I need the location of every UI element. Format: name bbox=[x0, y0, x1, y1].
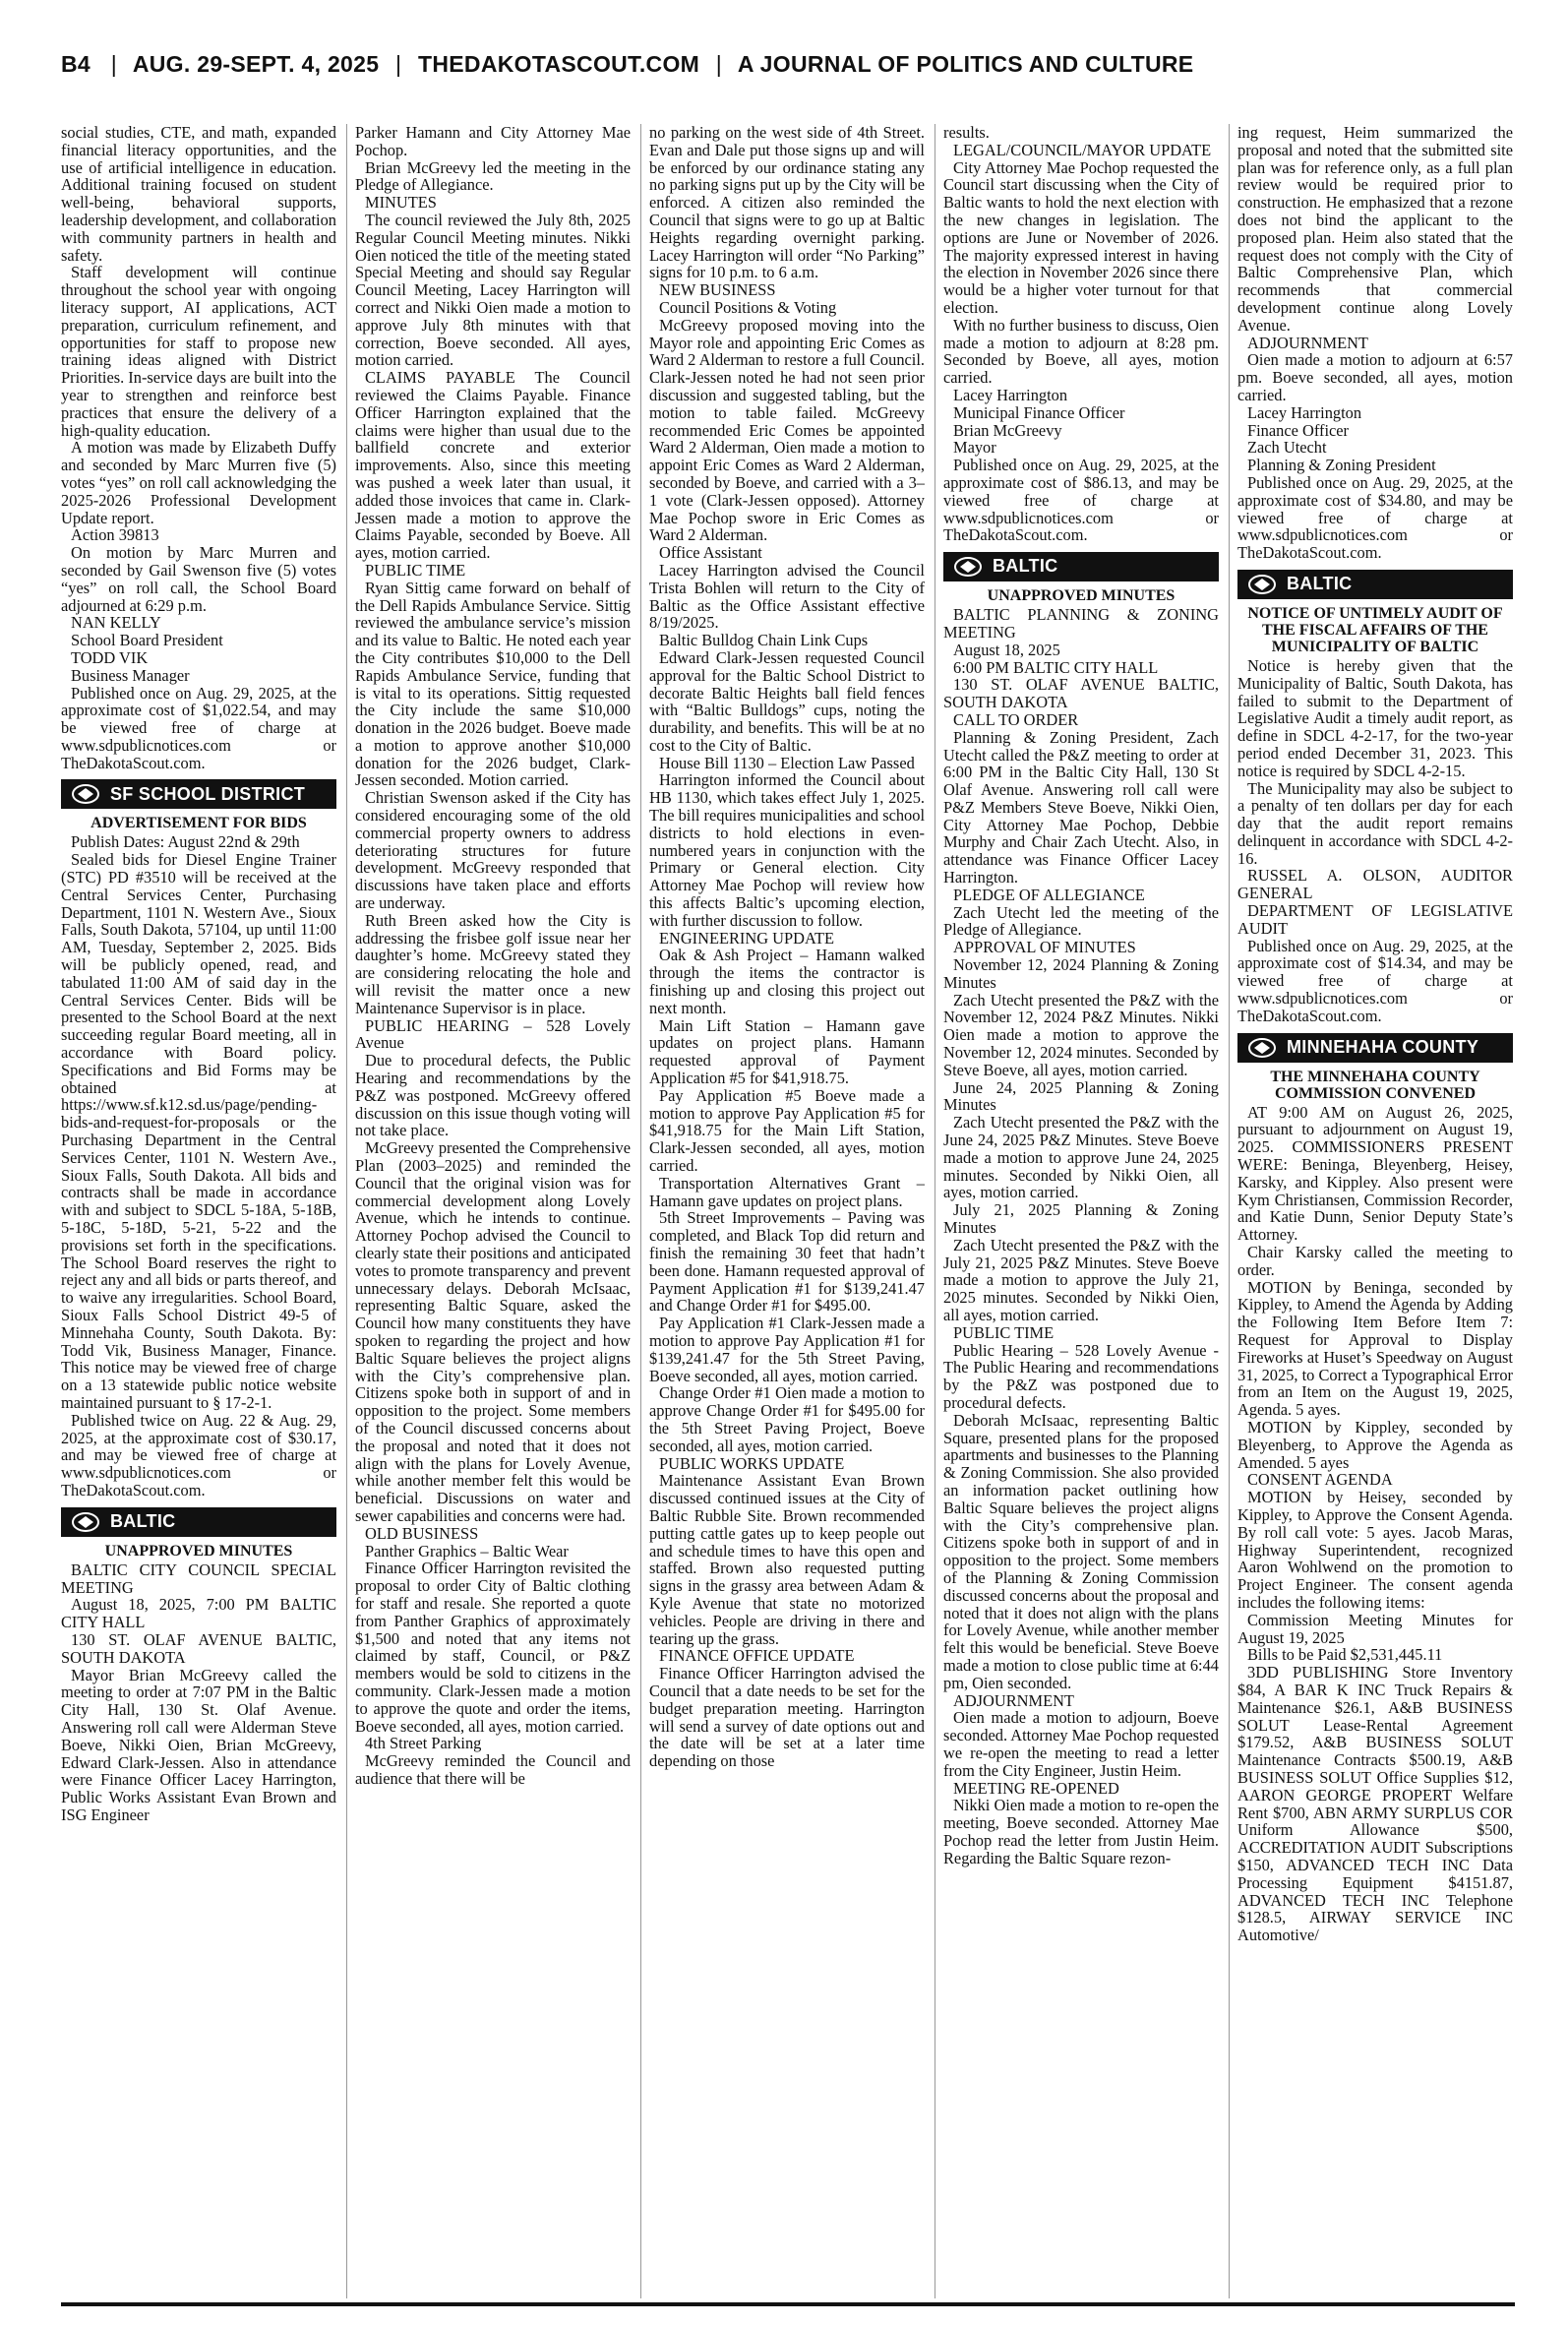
header-separator: | bbox=[395, 51, 402, 77]
paragraph: Publish Dates: August 22nd & 29th bbox=[71, 832, 300, 852]
header-separator: | bbox=[110, 51, 117, 77]
column-3 bbox=[649, 124, 925, 2308]
notice-title: NOTICE OF UNTIMELY AUDIT OF THE FISCAL AFFAIRS OF THE MUNICIPALITY OF BALTIC bbox=[1247, 604, 1503, 655]
paragraph: Harrington informed the Council about HB 1130, which takes effect July 1, 2025. The bill requires municipalities and school districts to hold elections in even-numbered years in conjunction with the Primary or General election. City Attorney Mae Pochop will review how this affects Baltic’s upcoming election, with further discussion to follow. bbox=[649, 770, 925, 930]
paragraph: PUBLIC HEARING – 528 Lovely Avenue bbox=[355, 1015, 631, 1053]
paragraph: DEPARTMENT OF LEGISLATIVE AUDIT bbox=[1237, 901, 1513, 938]
paragraph: With no further business to discuss, Oien made a motion to adjourn at 8:28 pm. Seconded by Boeve, all ayes, motion carried. bbox=[943, 315, 1219, 388]
paragraph: RUSSEL A. OLSON, AUDITOR GENERAL bbox=[1237, 866, 1513, 903]
paragraph: Mayor Brian McGreevy called the meeting to order at 7:07 PM in the Baltic City Hall, 130 St. Olaf Avenue. Answering roll call were Alderman Steve Boeve, Nikki Oien, Brian McGreevy, Edward Clark-Jessen. Also in attendance were Finance Officer Lacey Harrington, Public Works Assistant Evan Brown and ISG Engineer bbox=[61, 1665, 336, 1824]
paragraph: PUBLIC WORKS UPDATE bbox=[659, 1453, 845, 1473]
site-name[interactable]: THEDAKOTASCOUT.COM bbox=[418, 51, 700, 77]
paragraph: Deborah McIsaac, representing Baltic Square, presented plans for the proposed apartments and businesses to the Planning & Zoning Commission. She also provided an information packet outlining how Baltic Square believes the project aligns with the City’s comprehensive plan. Citizens spoke both in support of and in opposition to the project. Some members of the Planning & Zoning Commission discussed concerns about the proposal and noted that it does not align with the plans for Lovely Avenue, while another member felt this would be beneficial. Steve Boeve made a motion to close public time at 6:44 pm, Oien seconded. bbox=[943, 1410, 1219, 1692]
paragraph: MOTION by Kippley, seconded by Bleyenberg, to Approve the Agenda as Amended. 5 ayes bbox=[1237, 1418, 1513, 1472]
signature-line: Municipal Finance Officer bbox=[953, 402, 1125, 422]
paragraph: CLAIMS PAYABLE The Council reviewed the Claims Payable. Finance Officer Harrington explained that the claims were higher than usual due to the ballfield concrete and exterior improvements. Also, since this meeting was pushed a week later than usual, it added those invoices that came in. Clark-Jessen made a motion to approve the Claims Payable, seconded by Boeve. All ayes, motion carried. bbox=[355, 368, 631, 563]
signature-line: Finance Officer bbox=[1247, 420, 1350, 440]
paragraph: 6:00 PM BALTIC CITY HALL bbox=[953, 657, 1159, 677]
paragraph: Finance Officer Harrington revisited the proposal to order City of Baltic clothing for staff and resale. She reported a quote from Panther Graphics of approximately $1,500 and noted that any items not claimed by staff, Council, or P&Z members would be sold to citizens in the community. Clark-Jessen made a motion to approve the quote and order the items, Boeve seconded, all ayes, motion carried. bbox=[355, 1559, 631, 1736]
scout-logo-icon bbox=[69, 782, 102, 806]
publication-note: Published once on Aug. 29, 2025, at the approximate cost of $1,022.54, and may be viewed free of charge at www.sdpublicnotices.com or TheDakotaScout.com. bbox=[61, 683, 336, 772]
signature-line: Lacey Harrington bbox=[1247, 402, 1362, 422]
paragraph: 130 ST. OLAF AVENUE BALTIC, SOUTH DAKOTA bbox=[61, 1629, 336, 1667]
paragraph: The Municipality may also be subject to a penalty of ten dollars per day for each day that the audit report remains delinquent in accordance with SDCL 4-2-16. bbox=[1237, 778, 1513, 868]
paragraph: Sealed bids for Diesel Engine Trainer (STC) PD #3510 will be received at the Central Services Center, Purchasing Department, 1101 N. Western Ave., Sioux Falls, South Dakota, 57104, up until 11:00 AM, Tuesday, September 2, 2025. Bids will be publicly opened, read, and tabulated 11:00 AM of said day in the Central Services Center. Bids will be presented to the School Board at the next succeeding regular Board meeting, all in accordance with Board policy. Specifications and Bid Forms may be obtained at https://www.sf.k12.sd.us/page/pending-bids-and-request-for-proposals or the Purchasing Department in the Central Services Center, 1101 N. Western Ave., Sioux Falls, South Dakota. All bids and contracts shall be made in accordance with and subject to SDCL 5-18A, 5-18B, 5-18C, 5-18D, 5-21, 5-22 and the provisions set forth in the specifications. The School Board reserves the right to reject any and all bids or parts thereof, and to waive any irregularities. School Board, Sioux Falls School District 49-5 of Minnehaha County, South Dakota. By: Todd Vik, Business Manager, Finance. This notice may be viewed free of charge on a 13 statewide public notice website maintained pursuant to § 17-2-1. bbox=[61, 850, 336, 1412]
section-banner-sf-school bbox=[61, 779, 336, 809]
paragraph: Brian McGreevy led the meeting in the Pledge of Allegiance. bbox=[355, 157, 631, 195]
paragraph: Ryan Sittig came forward on behalf of the Dell Rapids Ambulance Service. Sittig reviewed the ambulance service’s mission and its value to Baltic. He noted each year the City contributes $10,000 to the Dell Rapids Ambulance Service, funding that is vital to its operations. Sittig requested the City include the same $10,000 donation in the 2026 budget. Boeve made a motion to approve another $10,000 donation for the 2026 budget, Clark-Jessen seconded. Motion carried. bbox=[355, 578, 631, 790]
paragraph: ing request, Heim summarized the proposal and noted that the submitted site plan was for reference only, as a full plan review would be required prior to construction. He emphasized that a rezone does not bind the applicant to the proposed plan. Heim also stated that the request does not comply with the City of Baltic Comprehensive Plan, which recommends that commercial development continue along Lovely Avenue. bbox=[1237, 124, 1513, 335]
signature-line: TODD VIK bbox=[71, 647, 149, 667]
paragraph: MINUTES bbox=[365, 193, 437, 213]
section-banner-baltic bbox=[1237, 570, 1513, 599]
paragraph: results. bbox=[943, 124, 990, 142]
notice-title: UNAPPROVED MINUTES bbox=[104, 1542, 293, 1560]
paragraph: PLEDGE OF ALLEGIANCE bbox=[953, 885, 1145, 904]
bottom-rule bbox=[61, 2302, 1515, 2306]
paragraph: November 12, 2024 Planning & Zoning Minutes bbox=[943, 955, 1219, 992]
paragraph: ENGINEERING UPDATE bbox=[659, 928, 834, 948]
paragraph: Parker Hamann and City Attorney Mae Pochop. bbox=[355, 124, 631, 159]
banner-label: MINNEHAHA COUNTY bbox=[1287, 1036, 1479, 1057]
paragraph: no parking on the west side of 4th Street. Evan and Dale put those signs up and will be enforced by our ordinance stating any no parking signs put up by the City will be enforced. A citizen also reminded the Council that signs were to go up at Baltic Heights regarding overnight parking. Lacey Harrington will order “No Parking” signs for 10 p.m. to 6 a.m. bbox=[649, 124, 925, 282]
paragraph: Edward Clark-Jessen requested Council approval for the Baltic School District to decorate Baltic Heights ball field fences with “Baltic Bulldogs” cups, noting the durability, and benefits. This will be at no cost to the City of Baltic. bbox=[649, 647, 925, 755]
signature-line: NAN KELLY bbox=[71, 613, 161, 633]
signature-line: Zach Utecht bbox=[1247, 438, 1327, 458]
paragraph: Transportation Alternatives Grant – Hamann gave updates on project plans. bbox=[649, 1173, 925, 1210]
paragraph: Christian Swenson asked if the City has considered encouraging some of the old commercial property owners to address deteriorating structures for future development. McGreevy responded that discussions have taken place and efforts are underway. bbox=[355, 788, 631, 913]
paragraph: MOTION by Beninga, seconded by Kippley, to Amend the Agenda by Adding the Following Item Before Item 7: Request for Approval to Display Fireworks at Huset’s Speedway on August 31, 2025, to Correct a Typographical Error from an Item on the August 19, 2025, Agenda. 5 ayes. bbox=[1237, 1277, 1513, 1420]
publication-note: Published twice on Aug. 22 & Aug. 29, 2025, at the approximate cost of $30.17, and may be viewed free of charge at www.sdpublicnotices.com or TheDakotaScout.com. bbox=[61, 1410, 336, 1499]
paragraph: Zach Utecht presented the P&Z with the November 12, 2024 P&Z Minutes. Nikki Oien made a motion to approve the November 12, 2024 minutes. Seconded by Steve Boeve, all ayes, motion carried. bbox=[943, 990, 1219, 1079]
scout-logo-icon bbox=[951, 555, 985, 579]
paragraph: Pay Application #5 Boeve made a motion to approve Pay Application #5 for $41,918.75 for the Main Lift Station, Clark-Jessen seconded, all ayes, motion carried. bbox=[649, 1085, 925, 1176]
paragraph: CALL TO ORDER bbox=[953, 709, 1079, 729]
paragraph: Planning & Zoning President, Zach Utecht called the P&Z meeting to order at 6:00 PM in the Baltic City Hall, 130 St Olaf Avenue. Answering roll call were P&Z Members Steve Boeve, Nikki Oien, City Attorney Mae Pochop, Debbie Murphy and Chair Zach Utecht. Also, in attendance was Finance Officer Lacey Harrington. bbox=[943, 727, 1219, 887]
publication-note: Published once on Aug. 29, 2025, at the approximate cost of $14.34, and may be viewed free of charge at www.sdpublicnotices.com or TheDakotaScout.com. bbox=[1237, 936, 1513, 1025]
paragraph: BALTIC PLANNING & ZONING MEETING bbox=[943, 605, 1219, 642]
paragraph: Maintenance Assistant Evan Brown discussed continued issues at the City of Baltic Rubble Site. Brown recommended putting cattle gates up to keep people out and schedule times to have this open and staffed. Brown also requested putting signs in the grassy area between Adam & Kyle Avenue that state no motorized vehicles. People are driving in there and tearing up the grass. bbox=[649, 1471, 925, 1648]
paragraph: Finance Officer Harrington advised the Council that a date needs to be set for the budget preparation meeting. Harrington will send a survey of date options out and the date will be set at a later time depending on those bbox=[649, 1664, 925, 1771]
paragraph: CONSENT AGENDA bbox=[1247, 1470, 1393, 1490]
paragraph: PUBLIC TIME bbox=[365, 560, 466, 580]
paragraph: Ruth Breen asked how the City is addressing the frisbee golf issue near her daughter’s home. McGreevy stated they are considering relocating the hole and will revisit the matter once a new Maintenance Supervisor is in place. bbox=[355, 910, 631, 1017]
paragraph: BALTIC CITY COUNCIL SPECIAL MEETING bbox=[61, 1560, 336, 1597]
banner-label: BALTIC bbox=[993, 556, 1058, 577]
notice-title: UNAPPROVED MINUTES bbox=[987, 587, 1176, 605]
paragraph: Oien made a motion to adjourn, Boeve seconded. Attorney Mae Pochop requested we re-open the meeting to read a letter from the City Engineer, Justin Heim. bbox=[943, 1708, 1219, 1780]
paragraph: LEGAL/COUNCIL/MAYOR UPDATE bbox=[953, 140, 1212, 159]
paragraph: McGreevy presented the Comprehensive Plan (2003–2025) and reminded the Council that the original vision was for commercial development along Lovely Avenue, which he intends to continue. Attorney Pochop advised the Council to clearly state their positions and anticipated votes to promote transparency and prevent unnecessary delays. Deborah McIsaac, representing Baltic Square, asked the Council how many constituents they have spoken to regarding the project and how Baltic Square believes the project aligns with the City’s comprehensive plan. Citizens spoke both in support of and in opposition to the project. Some members of the Council discussed concerns about the proposal and noted that it does not align with the plans for Lovely Avenue, while another member felt this would be beneficial. Discussions on water and sewer capabilities and concerns were had. bbox=[355, 1138, 631, 1525]
banner-label: BALTIC bbox=[1287, 574, 1353, 594]
section-banner-baltic bbox=[943, 552, 1219, 581]
paragraph: MEETING RE-OPENED bbox=[953, 1778, 1119, 1798]
paragraph: Change Order #1 Oien made a motion to approve Change Order #1 for $495.00 for the 5th Street Paving Project, Boeve seconded, all ayes, motion carried. bbox=[649, 1383, 925, 1455]
paragraph: Zach Utecht led the meeting of the Pledge of Allegiance. bbox=[943, 902, 1219, 940]
paragraph: On motion by Marc Murren and seconded by Gail Swenson five (5) votes “yes” on roll call, the School Board adjourned at 6:29 p.m. bbox=[61, 543, 336, 615]
section-banner-baltic bbox=[61, 1507, 336, 1537]
signature-line: Planning & Zoning President bbox=[1247, 456, 1436, 475]
paragraph: PUBLIC TIME bbox=[953, 1322, 1055, 1342]
paragraph: Panther Graphics – Baltic Wear bbox=[365, 1541, 569, 1560]
paragraph: Zach Utecht presented the P&Z with the July 21, 2025 P&Z Minutes. Steve Boeve made a motion to approve the July 21, 2025 minutes. Seconded by Nikki Oien, all ayes, motion carried. bbox=[943, 1235, 1219, 1324]
paragraph: AT 9:00 AM on August 26, 2025, pursuant to adjournment on August 19, 2025. COMMISSIONERS PRESENT WERE: Beninga, Bleyenberg, Heisey, Karsky, and Kippley. Also present were Kym Christiansen, Commission Recorder, and Katie Dunn, Senior Deputy State’s Attorney. bbox=[1237, 1102, 1513, 1245]
paragraph: 5th Street Improvements – Paving was completed, and Black Top did return and finish the remaining 30 feet that hadn’t been done. Hamann requested approval of Payment Application #1 for $139,241.47 and Change Order #1 for $495.00. bbox=[649, 1208, 925, 1315]
signature-line: Lacey Harrington bbox=[953, 385, 1068, 404]
tagline: A JOURNAL OF POLITICS AND CULTURE bbox=[737, 51, 1194, 77]
signature-line: Brian McGreevy bbox=[953, 420, 1062, 440]
paragraph: McGreevy reminded the Council and audience that there will be bbox=[355, 1751, 631, 1788]
publication-note: Published once on Aug. 29, 2025, at the approximate cost of $86.13, and may be viewed free of charge at www.sdpublicnotices.com or TheDakotaScout.com. bbox=[943, 456, 1219, 545]
paragraph: 3DD PUBLISHING Store Inventory $84, A BAR K INC Truck Repairs & Maintenance $26.1, A&B BUSINESS SOLUT Lease-Rental Agreement $179.52, A&B BUSINESS SOLUT Maintenance Contracts $500.19, A&B BUSINESS SOLUT Office Supplies $12, AARON GEORGE PROPERT Welfare Rent $700, ABN ARMY SURPLUS COR Uniform Allowance $500, ACCREDITATION AUDIT Subscriptions $150, ADVANCED TECH INC Data Processing Equipment $4151.87, ADVANCED TECH INC Telephone $128.5, AIRWAY SERVICE INC Automotive/ bbox=[1237, 1663, 1513, 1945]
notices-columns bbox=[61, 124, 1515, 2308]
scout-logo-icon bbox=[1245, 573, 1279, 596]
paragraph: FINANCE OFFICE UPDATE bbox=[659, 1646, 855, 1666]
paragraph: 4th Street Parking bbox=[365, 1734, 482, 1753]
paragraph: Lacey Harrington advised the Council Trista Bohlen will return to the City of Baltic as the Office Assistant effective 8/19/2025. bbox=[649, 560, 925, 633]
paragraph: Office Assistant bbox=[659, 543, 762, 563]
paragraph: The council reviewed the July 8th, 2025 Regular Council Meeting minutes. Nikki Oien noticed the title of the meeting stated Special Meeting and should say Regular Council Meeting, Lacey Harrington will correct and Nikki Oien made a motion to approve July 8th minutes with that correction, Boeve seconded. All ayes, motion carried. bbox=[355, 210, 631, 370]
paragraph: MOTION by Heisey, seconded by Kippley, to Approve the Consent Agenda. By roll call vote: 5 ayes. Jacob Maras, Highway Superintendent, recognized Aaron Wohlwend on the promotion to Project Engineer. The consent agenda includes the following items: bbox=[1237, 1488, 1513, 1612]
publication-note: Published once on Aug. 29, 2025, at the approximate cost of $34.80, and may be viewed free of charge at www.sdpublicnotices.com or TheDakotaScout.com. bbox=[1237, 472, 1513, 563]
paragraph: ADJOURNMENT bbox=[953, 1690, 1074, 1710]
banner-label: BALTIC bbox=[110, 1510, 176, 1531]
scout-logo-icon bbox=[1245, 1036, 1279, 1060]
paragraph: Action 39813 bbox=[71, 525, 159, 545]
header-separator: | bbox=[715, 51, 723, 77]
paragraph: Due to procedural defects, the Public Hearing and recommendations by the P&Z was postponed. McGreevy offered discussion on this issue though voting will not take place. bbox=[355, 1051, 631, 1140]
notice-title: ADVERTISEMENT FOR BIDS bbox=[90, 815, 307, 832]
paragraph: Nikki Oien made a motion to re-open the meeting, Boeve seconded. Attorney Mae Pochop read the letter from Justin Heim. Regarding the Baltic Square rezon- bbox=[943, 1796, 1219, 1867]
paragraph: Chair Karsky called the meeting to order. bbox=[1237, 1243, 1513, 1279]
paragraph: July 21, 2025 Planning & Zoning Minutes bbox=[943, 1200, 1219, 1238]
paragraph: Baltic Bulldog Chain Link Cups bbox=[659, 631, 869, 650]
paragraph: Pay Application #1 Clark-Jessen made a motion to approve Pay Application #1 for $139,241.47 for the 5th Street Paving, Boeve seconded, all ayes, motion carried. bbox=[649, 1314, 925, 1385]
notice-title: THE MINNEHAHA COUNTY COMMISSION CONVENED bbox=[1270, 1068, 1480, 1102]
paragraph: June 24, 2025 Planning & Zoning Minutes bbox=[943, 1077, 1219, 1115]
paragraph: A motion was made by Elizabeth Duffy and seconded by Marc Murren five (5) votes “yes” on roll call acknowledging the 2025-2026 Professional Development Update report. bbox=[61, 438, 336, 527]
paragraph: APPROVAL OF MINUTES bbox=[953, 938, 1136, 957]
signature-line: Mayor bbox=[953, 438, 996, 458]
paragraph: NEW BUSINESS bbox=[659, 280, 776, 300]
paragraph: Notice is hereby given that the Municipality of Baltic, South Dakota, has failed to submit to the Department of Legislative Audit a timely audit report, as define in SDCL 4-2-17, for the two-year period ended December 31, 2023. This notice is required by SDCL 4-2-15. bbox=[1237, 655, 1513, 780]
section-banner-minnehaha bbox=[1237, 1033, 1513, 1063]
paragraph: Commission Meeting Minutes for August 19, 2025 bbox=[1237, 1610, 1513, 1647]
paragraph: City Attorney Mae Pochop requested the Council start discussing when the City of Baltic wants to hold the next election with the new changes in legislation. The options are June or November of 2026. The majority expressed interest in having the election in November 2026 since there would be a higher voter turnout for that election. bbox=[943, 157, 1219, 317]
paragraph: Main Lift Station – Hamann gave updates on project plans. Hamann requested approval of Payment Application #5 for $41,918.75. bbox=[649, 1015, 925, 1088]
paragraph: 130 ST. OLAF AVENUE BALTIC, SOUTH DAKOTA bbox=[943, 675, 1219, 712]
paragraph: Staff development will continue throughout the school year with ongoing literacy support, AI applications, ACT preparation, curriculum refinement, and opportunities for staff to propose new training ideas aligned with District Priorities. In-service days are built into the year to strengthen and reinforce best practices that ensure the delivery of a high-quality education. bbox=[61, 263, 336, 440]
page-number: B4 bbox=[61, 51, 91, 77]
paragraph: Council Positions & Voting bbox=[659, 297, 837, 317]
banner-label: SF SCHOOL DISTRICT bbox=[110, 783, 306, 804]
paragraph: Bills to be Paid $2,531,445.11 bbox=[1247, 1645, 1443, 1665]
paragraph: House Bill 1130 – Election Law Passed bbox=[659, 753, 915, 772]
paragraph: social studies, CTE, and math, expanded financial literacy opportunities, and the use of artificial intelligence in education. Additional training focused on student well-being, behavioral supports, leadership development, and collaboration with community partners in health and safety. bbox=[61, 124, 336, 265]
column-2 bbox=[355, 124, 631, 2308]
paragraph: ADJOURNMENT bbox=[1247, 333, 1368, 352]
page-header bbox=[61, 51, 1515, 81]
paragraph: Public Hearing – 528 Lovely Avenue - The Public Hearing and recommendations by the P&Z was postponed due to procedural defects. bbox=[943, 1340, 1219, 1412]
paragraph: Oien made a motion to adjourn at 6:57 pm. Boeve seconded, all ayes, motion carried. bbox=[1237, 350, 1513, 404]
column-1 bbox=[61, 124, 336, 2308]
signature-line: School Board President bbox=[71, 631, 223, 650]
scout-logo-icon bbox=[69, 1510, 102, 1534]
issue-date: AUG. 29-SEPT. 4, 2025 bbox=[132, 51, 380, 77]
paragraph: August 18, 2025, 7:00 PM BALTIC CITY HALL bbox=[61, 1595, 336, 1632]
signature-line: Business Manager bbox=[71, 665, 190, 685]
paragraph: August 18, 2025 bbox=[953, 640, 1060, 659]
paragraph: Oak & Ash Project – Hamann walked through the items the contractor is finishing up and closing this project out next month. bbox=[649, 946, 925, 1017]
column-4 bbox=[943, 124, 1219, 2308]
paragraph: Zach Utecht presented the P&Z with the June 24, 2025 P&Z Minutes. Steve Boeve made a motion to approve June 24, 2025 minutes. Seconded by Nikki Oien, all ayes, motion carried. bbox=[943, 1113, 1219, 1202]
paragraph: OLD BUSINESS bbox=[365, 1523, 479, 1543]
paragraph: McGreevy proposed moving into the Mayor role and appointing Eric Comes as Ward 2 Alderman to restore a full Council. Clark-Jessen noted he had not seen prior discussion and suggested tabling, but the motion to table failed. McGreevy recommended Eric Comes be appointed Ward 2 Alderman, Oien made a motion to appoint Eric Comes as Ward 2 Alderman, seconded by Boeve, and carried with a 3–1 vote (Clark-Jessen opposed). Attorney Mae Pochop swore in Eric Comes as Ward 2 Alderman. bbox=[649, 315, 925, 545]
column-5 bbox=[1237, 124, 1513, 2308]
